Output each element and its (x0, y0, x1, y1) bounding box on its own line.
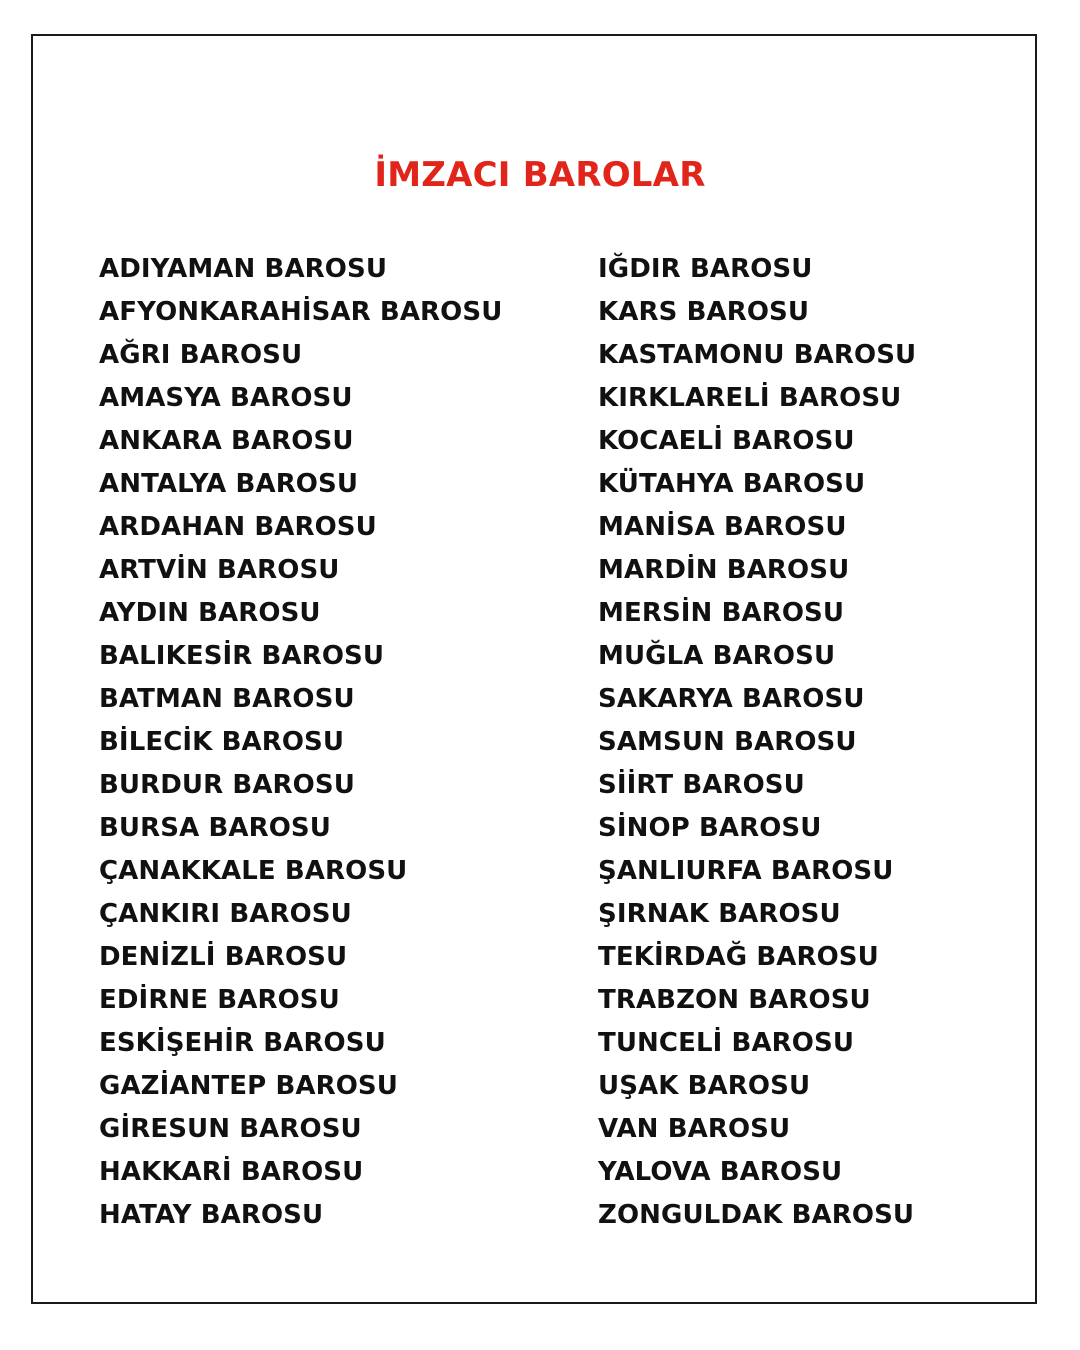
list-item: ANKARA BAROSU (99, 426, 354, 456)
list-item: BALIKESİR BAROSU (99, 641, 385, 671)
list-item: EDİRNE BAROSU (99, 985, 340, 1015)
list-item: KARS BAROSU (598, 297, 810, 327)
list-item: BURDUR BAROSU (99, 770, 355, 800)
list-item: AĞRI BAROSU (99, 340, 303, 370)
list-item: SİNOP BAROSU (598, 813, 822, 843)
list-item: TEKİRDAĞ BAROSU (598, 942, 879, 972)
list-item: ANTALYA BAROSU (99, 469, 359, 499)
list-item: SAMSUN BAROSU (598, 727, 857, 757)
list-item: ESKİŞEHİR BAROSU (99, 1028, 386, 1058)
list-item: SİİRT BAROSU (598, 770, 805, 800)
list-item: KASTAMONU BAROSU (598, 340, 917, 370)
list-item: GAZİANTEP BAROSU (99, 1071, 398, 1101)
list-item: SAKARYA BAROSU (598, 684, 865, 714)
list-item: ÇANAKKALE BAROSU (99, 856, 408, 886)
list-item: ŞANLIURFA BAROSU (598, 856, 894, 886)
list-item: UŞAK BAROSU (598, 1071, 811, 1101)
list-item: KÜTAHYA BAROSU (598, 469, 866, 499)
list-item: KIRKLARELİ BAROSU (598, 383, 902, 413)
list-item: ARTVİN BAROSU (99, 555, 340, 585)
list-item: ADIYAMAN BAROSU (99, 254, 388, 284)
list-item: HAKKARİ BAROSU (99, 1157, 364, 1187)
list-item: BURSA BAROSU (99, 813, 331, 843)
list-item: ÇANKIRI BAROSU (99, 899, 352, 929)
list-item: MERSİN BAROSU (598, 598, 845, 628)
list-item: TRABZON BAROSU (598, 985, 871, 1015)
list-item: IĞDIR BAROSU (598, 254, 813, 284)
page-title: İMZACI BAROLAR (374, 154, 706, 195)
list-item: AMASYA BAROSU (99, 383, 353, 413)
list-item: KOCAELİ BAROSU (598, 426, 855, 456)
list-item: YALOVA BAROSU (598, 1157, 843, 1187)
list-item: AYDIN BAROSU (99, 598, 321, 628)
list-item: TUNCELİ BAROSU (598, 1028, 855, 1058)
list-item: AFYONKARAHİSAR BAROSU (99, 297, 503, 327)
list-item: BATMAN BAROSU (99, 684, 355, 714)
list-item: ZONGULDAK BAROSU (598, 1200, 915, 1230)
list-item: MUĞLA BAROSU (598, 641, 836, 671)
list-item: DENİZLİ BAROSU (99, 942, 348, 972)
list-item: ŞIRNAK BAROSU (598, 899, 841, 929)
list-item: VAN BAROSU (598, 1114, 791, 1144)
list-item: MARDİN BAROSU (598, 555, 850, 585)
bar-list-left-column (99, 248, 502, 1237)
list-item: BİLECİK BAROSU (99, 727, 345, 757)
bar-list-right-column (598, 248, 916, 1237)
list-item: MANİSA BAROSU (598, 512, 847, 542)
list-item: GİRESUN BAROSU (99, 1114, 362, 1144)
list-item: HATAY BAROSU (99, 1200, 324, 1230)
list-item: ARDAHAN BAROSU (99, 512, 377, 542)
